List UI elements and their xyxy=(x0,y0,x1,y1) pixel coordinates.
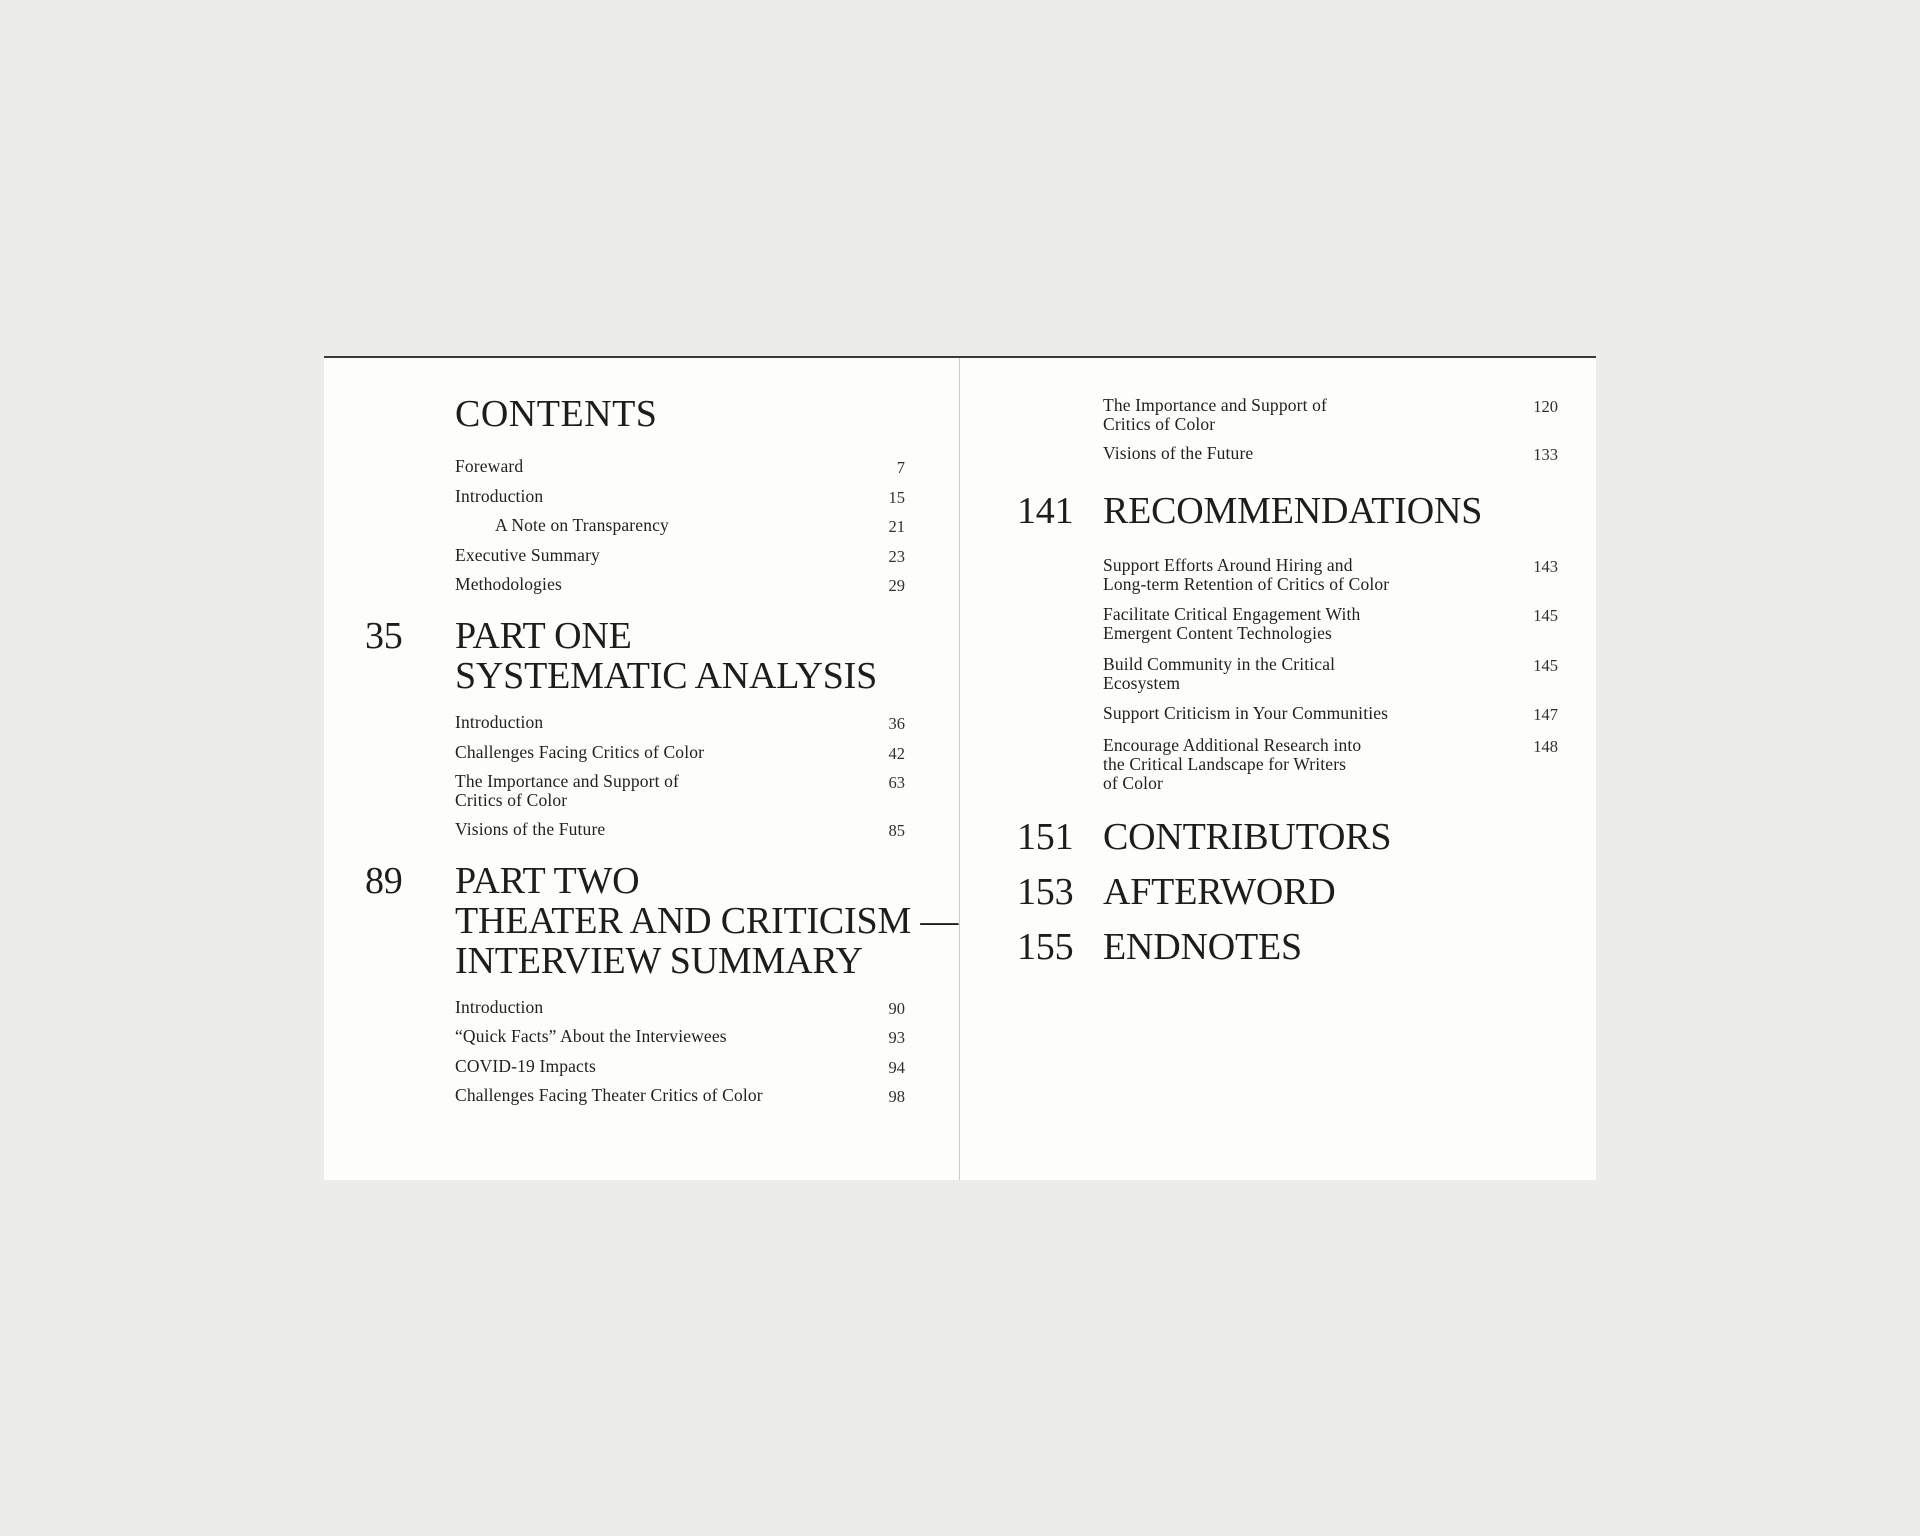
section-heading xyxy=(455,861,958,981)
toc-entry-line: Challenges Facing Theater Critics of Color xyxy=(455,1085,763,1105)
toc-entry-line: The Importance and Support of xyxy=(1103,395,1328,415)
closing-sections xyxy=(960,817,1596,967)
section-start-page: 89 xyxy=(365,859,403,902)
toc-entry xyxy=(1103,736,1558,793)
section-head xyxy=(324,861,959,981)
toc-entry xyxy=(455,713,905,733)
toc-entry xyxy=(455,457,905,477)
toc-entry xyxy=(455,743,905,763)
section-heading-line: THEATER AND CRITICISM — xyxy=(455,899,959,942)
toc-entry-page-number: 133 xyxy=(1533,444,1558,464)
toc-entry-page-number: 93 xyxy=(888,1028,905,1047)
toc-entry xyxy=(455,820,905,840)
toc-entry-line: Foreward xyxy=(455,456,524,476)
toc-entry-label xyxy=(455,743,704,762)
closing-section xyxy=(960,927,1596,967)
toc-section xyxy=(960,491,1596,793)
toc-entry xyxy=(1103,655,1558,693)
toc-entry-page-number: 145 xyxy=(1533,655,1558,675)
section-heading-line: PART ONE xyxy=(455,615,632,657)
toc-entry xyxy=(455,516,905,536)
toc-entry-label xyxy=(1103,396,1327,434)
toc-entry-label xyxy=(1103,736,1361,793)
toc-entry-line: Long-term Retention of Critics of Color xyxy=(1103,573,1390,594)
section-heading: AFTERWORD xyxy=(1103,870,1336,913)
toc-entry-page-number: 36 xyxy=(888,714,905,733)
toc-entry-line: Methodologies xyxy=(455,574,562,594)
toc-entry-page-number: 85 xyxy=(888,820,905,840)
toc-entry xyxy=(455,1027,905,1047)
toc-entry-label xyxy=(455,998,543,1017)
toc-entry-label xyxy=(1103,605,1360,643)
toc-entry xyxy=(455,487,905,507)
toc-entry-line: Emergent Content Technologies xyxy=(1103,623,1332,643)
section-head xyxy=(324,616,959,696)
toc-entry-label xyxy=(1103,655,1335,693)
section-head xyxy=(960,491,1596,531)
closing-section xyxy=(960,817,1596,857)
toc-entry-label xyxy=(455,1057,596,1076)
toc-entry-line: Introduction xyxy=(455,485,544,506)
toc-entry-line: Ecosystem xyxy=(1103,672,1181,693)
toc-entry xyxy=(455,546,905,566)
toc-entry-line: Challenges Facing Critics of Color xyxy=(455,741,705,762)
section-heading-line: SYSTEMATIC ANALYSIS xyxy=(455,655,878,697)
toc-entry-line: Encourage Additional Research into xyxy=(1103,734,1362,755)
toc-entry-label xyxy=(455,575,562,594)
section-heading: CONTRIBUTORS xyxy=(1103,815,1392,858)
section-heading-line: RECOMMENDATIONS xyxy=(1103,489,1483,532)
toc-entry xyxy=(455,1057,905,1077)
section-start-page: 151 xyxy=(1017,815,1074,858)
section-heading xyxy=(455,616,877,696)
toc-entry-line: Critics of Color xyxy=(1103,414,1216,434)
toc-entry-label xyxy=(455,1027,727,1046)
section-entry-list xyxy=(455,998,905,1107)
toc-entry xyxy=(1103,605,1558,643)
left-page xyxy=(324,358,959,1180)
section-heading-line: INTERVIEW SUMMARY xyxy=(455,939,863,982)
toc-entry-line: Facilitate Critical Engagement With xyxy=(1103,604,1361,624)
right-page-sections xyxy=(960,491,1596,793)
toc-entry xyxy=(455,998,905,1018)
toc-entry-label xyxy=(455,772,679,810)
toc-entry-label xyxy=(455,487,543,506)
toc-entry xyxy=(455,772,905,810)
toc-entry xyxy=(1103,444,1558,464)
toc-entry-label xyxy=(455,457,523,476)
toc-entry-page-number: 21 xyxy=(888,517,905,536)
toc-entry-line: “Quick Facts” About the Interviewees xyxy=(455,1026,727,1046)
toc-entry xyxy=(1103,556,1558,594)
section-entry-list xyxy=(1103,556,1558,793)
toc-entry-line: The Importance and Support of xyxy=(455,771,680,791)
toc-entry-page-number: 94 xyxy=(888,1057,905,1077)
toc-entry-label xyxy=(1103,556,1389,594)
toc-spread-paper xyxy=(324,356,1596,1180)
toc-entry-page-number: 98 xyxy=(888,1087,905,1106)
toc-entry-line: Introduction xyxy=(455,996,544,1017)
toc-entry-page-number: 63 xyxy=(888,773,905,792)
section-start-page: 35 xyxy=(365,615,403,657)
toc-entry-label xyxy=(455,1086,763,1105)
toc-entry-page-number: 7 xyxy=(896,458,905,477)
toc-entry-page-number: 42 xyxy=(888,743,905,763)
toc-entry-page-number: 148 xyxy=(1533,736,1558,756)
toc-entry-label xyxy=(455,516,669,535)
toc-entry xyxy=(455,1086,905,1106)
toc-entry-line: Visions of the Future xyxy=(1103,442,1254,463)
section-entry-list xyxy=(455,713,905,840)
closing-section xyxy=(960,872,1596,912)
toc-entry-page-number: 29 xyxy=(888,576,905,595)
toc-entry-line: Critics of Color xyxy=(455,790,568,810)
toc-entry-page-number: 15 xyxy=(888,487,905,507)
toc-entry-label xyxy=(1103,444,1253,463)
front-matter-list xyxy=(455,457,905,595)
toc-entry-line: Visions of the Future xyxy=(455,818,606,839)
toc-entry-page-number: 143 xyxy=(1533,556,1558,576)
section-heading: ENDNOTES xyxy=(1103,925,1302,968)
toc-entry-page-number: 147 xyxy=(1533,705,1558,724)
section-start-page: 141 xyxy=(1017,489,1074,532)
toc-entry-label xyxy=(455,713,543,732)
toc-entry-label xyxy=(1103,704,1388,723)
contents-title: CONTENTS xyxy=(455,393,658,435)
right-page xyxy=(960,358,1596,1180)
toc-entry-line: Introduction xyxy=(455,712,544,732)
toc-entry-line: of Color xyxy=(1103,772,1164,793)
toc-section xyxy=(324,861,959,1107)
toc-section xyxy=(324,616,959,840)
toc-entry-line: A Note on Transparency xyxy=(495,515,669,535)
toc-entry-page-number: 145 xyxy=(1533,606,1558,625)
section-heading xyxy=(1103,491,1482,531)
toc-entry-page-number: 90 xyxy=(888,998,905,1018)
toc-entry xyxy=(1103,396,1558,434)
toc-entry-label xyxy=(455,546,600,565)
toc-entry-line: Support Criticism in Your Communities xyxy=(1103,703,1389,723)
toc-entry-page-number: 23 xyxy=(888,546,905,566)
section-start-page: 153 xyxy=(1017,870,1074,913)
toc-entry xyxy=(1103,704,1558,724)
toc-entry-label xyxy=(455,820,605,839)
toc-entry-line: COVID-19 Impacts xyxy=(455,1055,596,1076)
toc-entry-line: the Critical Landscape for Writers xyxy=(1103,753,1347,774)
toc-entry-line: Build Community in the Critical xyxy=(1103,653,1336,674)
continued-entries xyxy=(1103,358,1558,464)
toc-entry-page-number: 120 xyxy=(1533,397,1558,416)
left-page-sections xyxy=(324,616,959,1106)
toc-entry-line: Support Efforts Around Hiring and xyxy=(1103,554,1353,575)
toc-entry xyxy=(455,575,905,595)
toc-entry-line: Executive Summary xyxy=(455,544,600,565)
section-heading-line: PART TWO xyxy=(455,859,640,902)
section-start-page: 155 xyxy=(1017,925,1074,968)
